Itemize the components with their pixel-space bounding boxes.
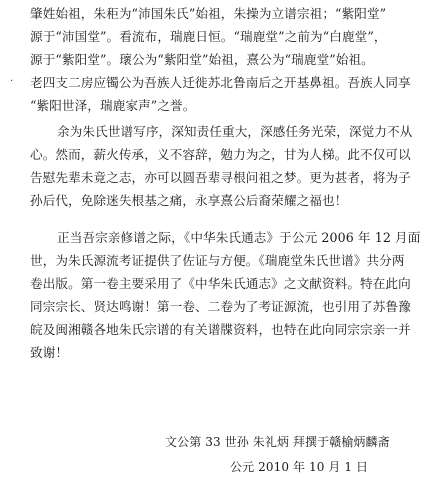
paragraph-1-line: 源于“紫阳堂”。瓌公为“紫阳堂”始祖，熹公为“瑞鹿堂”始祖。 [30, 52, 374, 67]
paragraph-3-line: 致谢！ [30, 345, 69, 360]
paragraph-2-line: 心。然而，薪火传承，义不容辞，勉力为之，甘为人梯。此不仅可以 [30, 147, 411, 162]
paragraph-3-line: 同宗宗长、贤达鸣谢！第一卷、二卷为了考证源流，也引用了苏鲁豫 [30, 299, 411, 314]
date-line: 公元 2010 年 10 月 1 日 [230, 460, 369, 474]
paragraph-1-line: 源于“沛国堂”。看流布，瑞鹿日恒。“瑞鹿堂”之前为“白鹿堂”， [30, 29, 387, 44]
signature-line: 文公第 33 世孙 朱礼炳 拜撰于赣榆炳麟斋 [165, 435, 390, 449]
paragraph-3-line: 皖及闽湘赣各地朱氏宗谱的有关谱牒资料，也特在此向同宗宗亲一并 [30, 322, 411, 337]
paragraph-3-line: 正当吾宗亲修谱之际，《中华朱氏通志》于公元 2006 年 12 月面 [57, 230, 421, 245]
paragraph-1-line: 老四支二房应镯公为吾族人迁徙苏北鲁南后之开基鼻祖。吾族人同享 [30, 75, 411, 90]
paragraph-1-line: “紫阳世泽，瑞鹿家声”之誉。 [30, 98, 196, 113]
paragraph-3-line: 世，为朱氏源流考证提供了佐证与方便。《瑞鹿堂朱氏世谱》共分两 [30, 253, 405, 268]
paragraph-2-line: 余为朱氏世谱写序，深知责任重大，深感任务光荣，深觉力不从 [57, 124, 413, 139]
paragraph-2-line: 孙后代，免除迷失根基之痛，永享熹公后裔荣耀之福也！ [30, 193, 348, 208]
margin-mark: · [10, 76, 14, 87]
paragraph-3-line: 卷出版。第一卷主要采用了《中华朱氏通志》之文献资料。特在此向 [30, 276, 411, 291]
paragraph-2-line: 告慰先辈未竟之志，亦可以圆吾辈寻根问祖之梦。更为甚者，将为子 [30, 170, 411, 185]
paragraph-1-line: 肇姓始祖，朱秬为“沛国朱氏”始祖，朱操为立谱宗祖；“紫阳堂” [30, 6, 387, 21]
